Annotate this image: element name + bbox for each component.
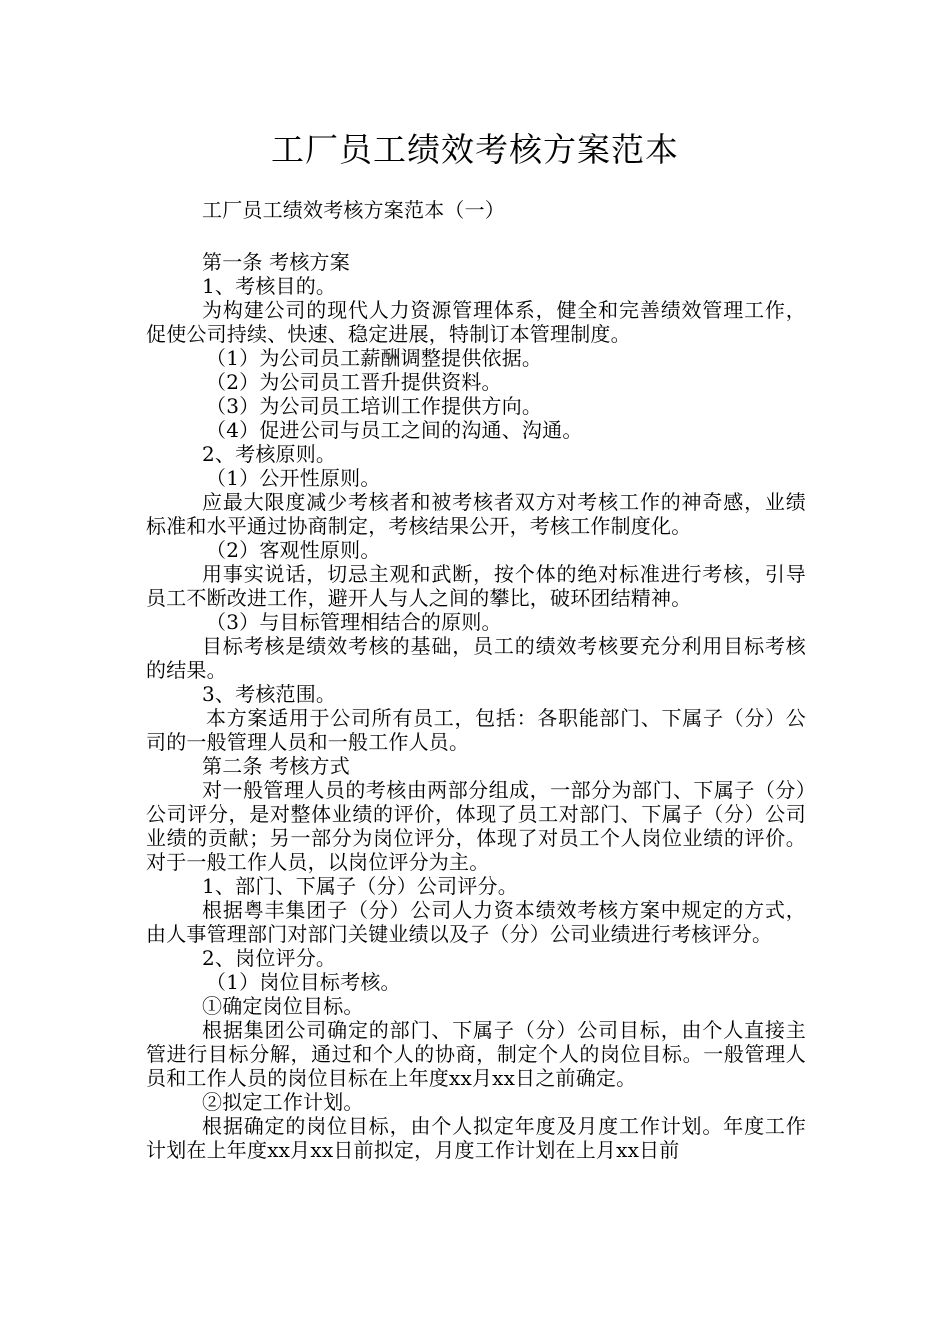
paragraph: 根据确定的岗位目标，由个人拟定年度及月度工作计划。年度工作计划在上年度xx月xx日前拟定，月度工作计划在上月xx日前: [146, 1114, 806, 1162]
document-body: [146, 198, 806, 1162]
paragraph-gap: [146, 222, 806, 250]
item-heading: 2、考核原则。: [202, 442, 337, 466]
item-heading: 1、考核目的。: [202, 274, 337, 298]
section-heading: 第二条 考核方式: [202, 754, 350, 778]
list-item: （3）与目标管理相结合的原则。: [206, 610, 502, 634]
list-item: （1）为公司员工薪酬调整提供依据。: [206, 346, 543, 370]
item-heading: 3、考核范围。: [202, 682, 337, 706]
list-item: （4）促进公司与员工之间的沟通、沟通。: [206, 418, 583, 442]
list-item: （2）为公司员工晋升提供资料。: [206, 370, 502, 394]
list-item: ①确定岗位目标。: [202, 994, 364, 1018]
paragraph: 用事实说话，切忌主观和武断，按个体的绝对标准进行考核，引导员工不断改进工作，避开人与人之间的攀比，破环团结精神。: [146, 562, 806, 610]
document-subtitle: 工厂员工绩效考核方案范本（一）: [202, 198, 505, 222]
list-item: （3）为公司员工培训工作提供方向。: [206, 394, 543, 418]
paragraph: 本方案适用于公司所有员工，包括：各职能部门、下属子（分）公司的一般管理人员和一般工作人员。: [146, 706, 806, 754]
list-item: （1）公开性原则。: [206, 466, 381, 490]
document-title: 工厂员工绩效考核方案范本: [271, 130, 679, 169]
section-heading: 第一条 考核方案: [202, 250, 350, 274]
paragraph: 目标考核是绩效考核的基础，员工的绩效考核要充分利用目标考核的结果。: [146, 634, 806, 682]
list-item: （1）岗位目标考核。: [206, 970, 401, 994]
paragraph: 为构建公司的现代人力资源管理体系，健全和完善绩效管理工作，促使公司持续、快速、稳定进展，特制订本管理制度。: [146, 298, 806, 346]
item-heading: 2、岗位评分。: [202, 946, 337, 970]
list-item: （2）客观性原则。: [206, 538, 381, 562]
item-heading: 1、部门、下属子（分）公司评分。: [202, 874, 518, 898]
paragraph: 对一般管理人员的考核由两部分组成，一部分为部门、下属子（分）公司评分，是对整体业绩的评价，体现了员工对部门、下属子（分）公司业绩的贡献；另一部分为岗位评分，体现了对员工个人岗位业绩的评价。对于一般工作人员，以岗位评分为主。: [146, 778, 806, 874]
paragraph: 根据粤丰集团子（分）公司人力资本绩效考核方案中规定的方式，由人事管理部门对部门关键业绩以及子（分）公司业绩进行考核评分。: [146, 898, 806, 946]
paragraph: 根据集团公司确定的部门、下属子（分）公司目标，由个人直接主管进行目标分解，通过和个人的协商，制定个人的岗位目标。一般管理人员和工作人员的岗位目标在上年度xx月xx日之前确定。: [146, 1018, 806, 1090]
list-item: ②拟定工作计划。: [202, 1090, 364, 1114]
paragraph: 应最大限度减少考核者和被考核者双方对考核工作的神奇感，业绩标准和水平通过协商制定，考核结果公开，考核工作制度化。: [146, 490, 806, 538]
